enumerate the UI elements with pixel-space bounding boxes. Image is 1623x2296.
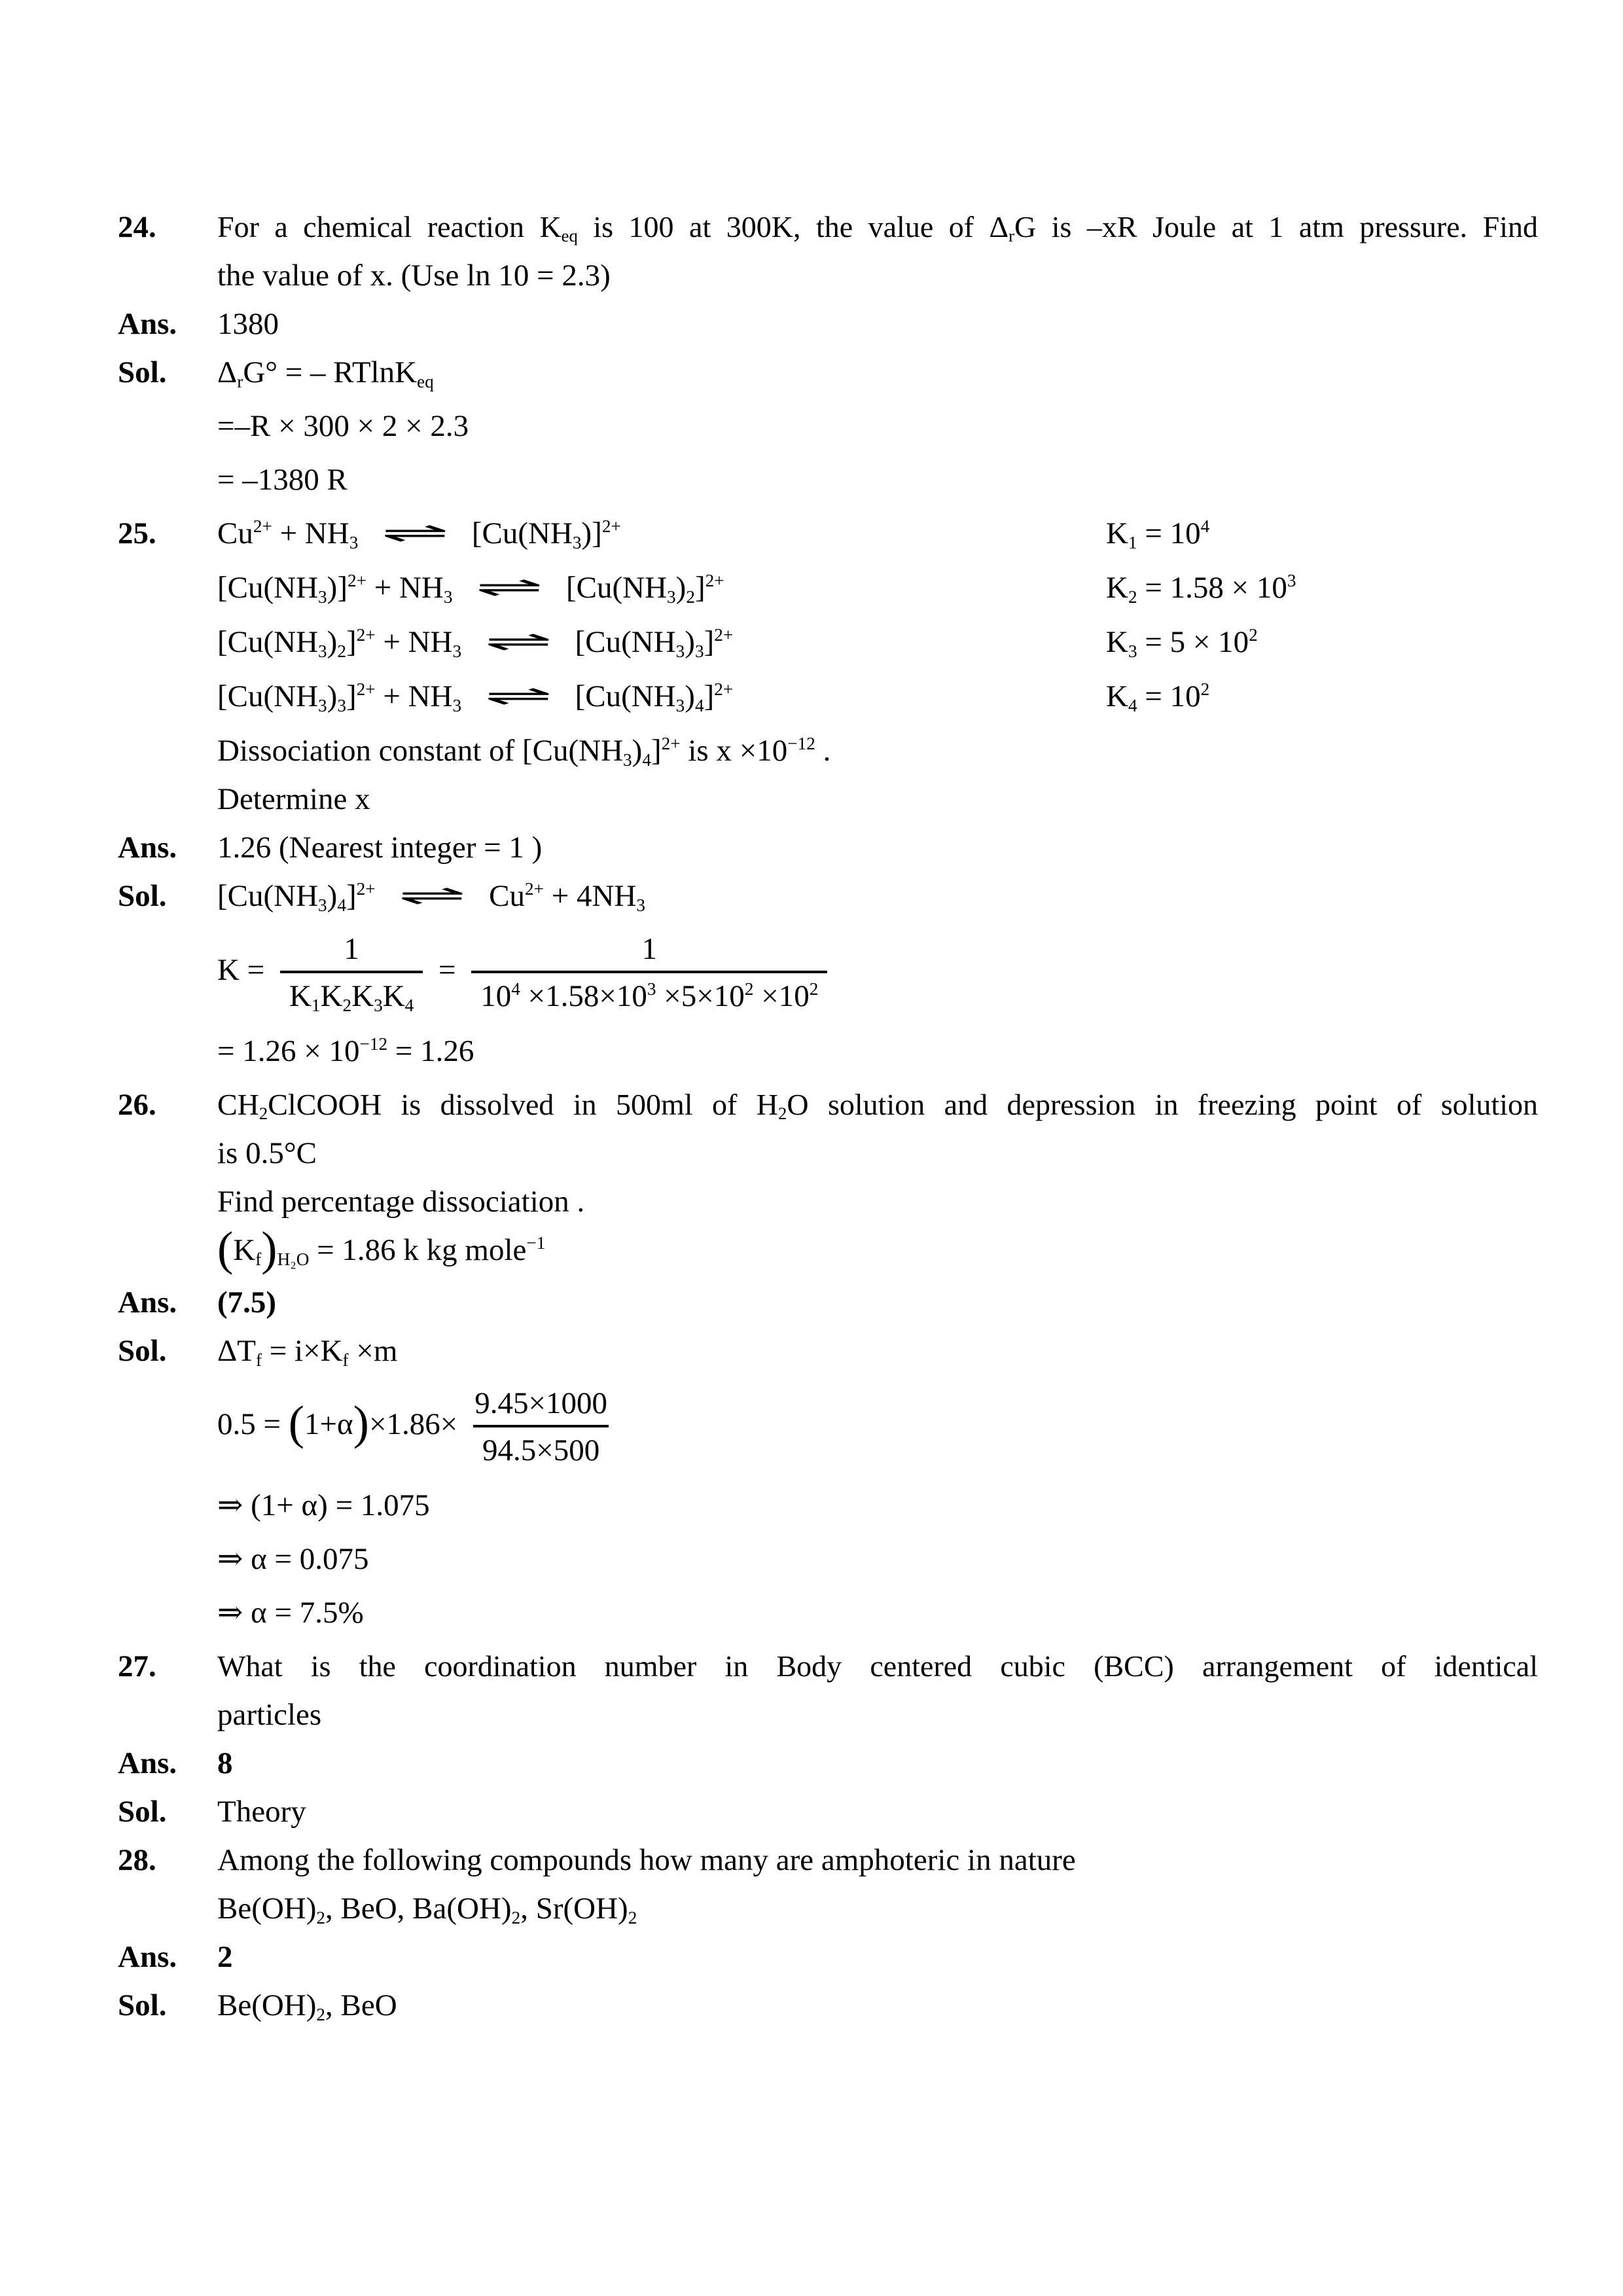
question-27-row [118,1647,1538,1744]
text-run: is x ×10 [680,734,788,768]
text-run: = [431,952,464,987]
text-run: K [1106,679,1128,713]
subscript: 3 [667,586,676,607]
text-run: , BeO [325,1988,397,2022]
equilibrium-arrow-icon [460,569,558,607]
text-run: Among the following compounds how many are amphoteric in nature [217,1843,1076,1877]
answer-25-content [217,829,1538,877]
subscript: 4 [1128,695,1137,715]
superscript: 2+ [601,516,621,537]
text-run: [Cu(NH [464,516,573,550]
equilibrium-arrow-glyph: ⇌ [475,571,544,603]
text-run: + NH [366,571,444,605]
text-run: K [289,979,312,1013]
text-run: ×10 [753,979,810,1013]
superscript: 2 [1249,625,1258,645]
question-25-row [118,514,1538,829]
text-run [376,879,383,913]
solution-25-row [118,877,1538,1086]
equilibrium-arrow-glyph: ⇌ [484,626,552,657]
text-run: ) [632,734,643,768]
text-run: Find percentage dissociation . [217,1185,585,1219]
subscript: 3 [452,641,462,661]
solution-28-row [118,1986,1538,2035]
text-run: = i×K [262,1334,343,1368]
solution-25-result [217,1032,1538,1070]
text-run: O solution and depression in freezing point of solution [787,1088,1538,1121]
subscript: 3 [675,695,685,715]
text-run: . [815,734,831,768]
text-run: ⇒ (1+ α) = 1.075 [217,1488,430,1522]
big-paren: ) [261,1222,277,1276]
question-28-row [118,1841,1538,1938]
text-run: Theory [217,1795,306,1829]
question-26-text-line-1 [217,1086,1538,1124]
answer-26-label: Ans. [118,1285,177,1319]
text-run: K [1106,516,1128,550]
text-run: ) [327,679,338,713]
subscript: 2 [1128,586,1137,607]
superscript: −12 [359,1034,388,1054]
subscript: 3 [349,532,359,552]
text-run: + NH [375,625,453,659]
text-run: = 5 × 10 [1137,625,1249,659]
superscript: 2 [809,979,819,999]
solution-28-text [217,1986,1538,2024]
text-run: ) [327,625,338,659]
superscript: 2+ [661,734,681,754]
solution-26-equation-1 [217,1332,1538,1370]
solution-27-text [217,1793,1538,1831]
subscript: 2 [342,995,352,1015]
text-run: 9.45×1000 [474,1386,607,1420]
solution-25-fraction-equation [217,931,1538,1014]
text-run: ) [685,679,695,713]
subscript: 1 [311,995,321,1015]
solution-27-content [217,1793,1538,1841]
superscript: −12 [787,734,815,754]
text-run: What is the coordination number in Body centered cubic (BCC) arrangement of identical [217,1649,1538,1683]
solution-26-step-2 [217,1540,1538,1578]
text-run: ) [675,571,687,605]
answer-25-row [118,829,1538,877]
superscript: 2+ [705,571,724,591]
question-24-content [217,208,1538,305]
solution-27-label: Sol. [118,1795,167,1829]
subscript: 3 [337,695,346,715]
text-run: the value of x. (Use ln 10 = 2.3) [217,259,611,293]
subscript: 3 [374,995,383,1015]
fraction-numerator [465,1386,616,1425]
equilibrium-constant-k3 [1106,623,1258,661]
superscript: 2+ [356,625,376,645]
big-paren: ( [217,1222,234,1276]
superscript: 3 [1287,571,1296,591]
text-run: Cu [217,516,253,550]
subscript: 2 [628,1907,637,1928]
text-run: is 100 at 300K, the value of Δ [577,210,1009,243]
solution-25-content [217,877,1538,1086]
fraction-numerator [334,931,368,971]
text-run: K [320,979,343,1013]
question-25-equation-3 [217,623,1538,662]
answer-24-row [118,305,1538,353]
equilibrium-arrow-glyph: ⇌ [398,880,467,911]
subscript: 3 [1128,641,1137,661]
question-27-number: 27. [118,1649,156,1683]
question-27-text-line-2 [217,1696,1538,1734]
solution-26-content [217,1332,1538,1647]
answer-26-row [118,1283,1538,1332]
text-run: )] [581,516,602,550]
text-run: 0.5 = [217,1407,289,1441]
text-run: particles [217,1698,322,1732]
superscript: 2+ [356,879,376,899]
text-run: ] [346,625,357,659]
question-28-text-line-2 [217,1890,1538,1928]
text-run: ×1.86× [368,1407,458,1441]
question-27-text-line-1 [217,1647,1538,1685]
text-run: ×1.58×10 [520,979,647,1013]
solution-24-row [118,353,1538,514]
text-run: ] [704,625,715,659]
superscript: 2+ [714,625,734,645]
equation-left-side [217,516,621,550]
superscript: 2+ [253,516,272,537]
subscript: f [255,1249,262,1269]
equilibrium-arrow-icon [469,677,567,716]
text-run: K [1106,571,1128,605]
subscript: r [237,371,243,391]
equilibrium-constant-k4 [1106,677,1209,715]
solution-28-label: Sol. [118,1988,167,2022]
subscript: 2 [511,1907,521,1928]
solution-24-equation-1 [217,353,1538,391]
question-24-row [118,208,1538,305]
text-run: [Cu(NH [217,625,319,659]
subscript: 4 [694,695,704,715]
text-run: CH [217,1088,259,1121]
subscript: 3 [452,695,462,715]
text-run: 2 [217,1940,233,1974]
text-run: = 1.26 [387,1034,474,1068]
text-run: [Cu(NH [567,679,676,713]
superscript: 2 [1200,679,1210,700]
text-run: + 4NH [543,879,637,913]
answer-28-content [217,1938,1538,1986]
answer-28-row [118,1938,1538,1986]
subscript: 2 [337,641,346,661]
text-run: 10 [480,979,512,1013]
big-paren: ) [353,1396,369,1450]
fraction-denominator [471,971,827,1014]
text-run: K [1106,625,1128,659]
solution-26-fraction-equation [217,1386,1538,1468]
subscript: 3 [636,895,645,915]
text-run: Be(OH) [217,1892,317,1926]
fraction-denominator [473,1425,609,1468]
subscript: eq [417,371,434,391]
text-run: 94.5×500 [482,1433,600,1467]
solution-25-label: Sol. [118,879,167,913]
text-run: =–R × 300 × 2 × 2.3 [217,409,469,443]
text-run: [Cu(NH [558,571,668,605]
subscript: 4 [337,895,346,915]
text-run: , Sr(OH) [520,1892,628,1926]
text-run: G is –xR Joule at 1 atm pressure. Find [1014,210,1538,243]
subscript: 2 [686,586,695,607]
equilibrium-arrow-glyph: ⇌ [381,517,450,548]
question-26-text-line-2 [217,1134,1538,1172]
text-run: ΔT [217,1334,256,1368]
answer-24-value [217,305,1538,343]
text-run: G° = – RTlnK [243,355,418,389]
text-run: Be(OH) [217,1988,317,2022]
text-run: Dissociation constant of [Cu(NH [217,734,624,768]
solution-26-row [118,1332,1538,1647]
subscript: f [255,1350,262,1370]
text-run: ] [704,679,715,713]
text-run: 1.26 (Nearest integer = 1 ) [217,831,543,865]
fraction [465,1386,616,1468]
question-27-content [217,1647,1538,1744]
solution-26-step-3 [217,1594,1538,1632]
superscript: 4 [1200,516,1210,537]
text-run: ⇒ α = 0.075 [217,1542,369,1576]
superscript: 4 [511,979,520,999]
question-25-text-line-2 [217,780,1538,818]
text-run: ) [685,625,695,659]
text-run: [Cu(NH [217,571,319,605]
text-run: ⇒ α = 7.5% [217,1596,364,1630]
question-28-text-line-1 [217,1841,1538,1879]
text-run: ClCOOH is dissolved in 500ml of H [268,1088,778,1121]
question-28-content [217,1841,1538,1938]
subscript: f [342,1350,349,1370]
answer-27-content [217,1744,1538,1793]
fraction [471,931,827,1014]
text-run: ] [694,571,705,605]
answer-24-label: Ans. [118,307,177,341]
subscript: 3 [318,895,327,915]
solution-28-content [217,1986,1538,2035]
question-26-content [217,1086,1538,1283]
answer-24-content [217,305,1538,353]
answer-25-label: Ans. [118,831,177,865]
superscript: 2+ [714,679,734,700]
fraction [280,931,423,1014]
question-24-number: 24. [118,210,156,244]
text-run [461,679,469,713]
superscript: 2+ [524,879,544,899]
text-run: = 1.86 k kg mole [309,1233,527,1267]
subscript: 3 [623,749,632,770]
question-25-content [217,514,1538,829]
subscript: 3 [443,586,453,607]
text-run [358,516,366,550]
solution-24-equation-3 [217,461,1538,499]
subscript: eq [561,226,578,246]
text-run: , BeO, Ba(OH) [325,1892,512,1926]
subscript: 3 [572,532,582,552]
subscript: 2 [259,1103,268,1124]
subscript: H₂O [277,1249,310,1269]
solution-25-equation-1 [217,877,1538,916]
text-run: = 1.58 × 10 [1137,571,1287,605]
text-run: = 10 [1137,679,1201,713]
answer-25-value [217,829,1538,867]
superscript: 2+ [347,571,366,591]
equilibrium-arrow-icon [469,623,567,662]
equation-left-side [217,571,724,605]
solution-24-equation-2 [217,407,1538,445]
subscript: 3 [318,586,327,607]
text-run: K = [217,952,272,987]
question-25-equation-1 [217,514,1538,553]
fraction-denominator [280,971,423,1014]
text-run: Determine x [217,782,370,816]
solution-27-row [118,1793,1538,1841]
question-26-row [118,1086,1538,1283]
text-run: Cu [481,879,525,913]
text-run: ] [651,734,662,768]
text-run: K [233,1233,256,1267]
text-run: Δ [217,355,238,389]
text-run: is 0.5°C [217,1136,317,1170]
text-run: 1380 [217,307,279,341]
question-26-text-line-3 [217,1183,1538,1221]
text-run: = 1.26 × 10 [217,1034,360,1068]
subscript: 2 [316,2004,326,2024]
equilibrium-arrow-icon [383,877,481,916]
answer-27-row [118,1744,1538,1793]
subscript: 2 [778,1103,787,1124]
subscript: 3 [318,695,327,715]
text-run: )] [327,571,348,605]
subscript: 4 [404,995,414,1015]
subscript: 3 [694,641,704,661]
equilibrium-arrow-glyph: ⇌ [484,680,552,711]
fraction-numerator [633,931,667,971]
answer-28-label: Ans. [118,1940,177,1974]
text-run: For a chemical reaction K [217,210,562,243]
subscript: 3 [675,641,685,661]
text-run: K [351,979,374,1013]
answer-28-value [217,1938,1538,1976]
solution-24-content [217,353,1538,514]
text-run: 1+α [304,1407,353,1441]
text-run: [Cu(NH [217,679,319,713]
equation-left-side [217,625,733,659]
text-run: = 10 [1137,516,1201,550]
question-25-text-line-1 [217,732,1538,770]
text-run: ×m [348,1334,398,1368]
text-run: 1 [344,932,359,966]
text-run: + NH [375,679,453,713]
subscript: 4 [642,749,651,770]
text-run: K [382,979,405,1013]
question-26-number: 26. [118,1088,156,1122]
equilibrium-constant-k2 [1106,569,1296,607]
answer-27-value [217,1744,1538,1782]
text-run: ] [346,879,357,913]
text-run: ] [346,679,357,713]
text-run: ) [327,879,338,913]
text-run: ×5×10 [656,979,745,1013]
equation-left-side [217,679,733,713]
text-run: (7.5) [217,1285,277,1319]
text-run [453,571,461,605]
equilibrium-arrow-icon [366,514,464,553]
superscript: −1 [526,1233,546,1253]
question-25-equation-2 [217,569,1538,607]
answer-26-content [217,1283,1538,1332]
subscript: 1 [1128,532,1137,552]
question-25-equation-4 [217,677,1538,716]
question-25-number: 25. [118,516,156,550]
text-run: [Cu(NH [217,879,319,913]
question-24-text-line-2 [217,257,1538,295]
solution-26-label: Sol. [118,1334,167,1368]
question-26-kf-value [217,1222,1538,1276]
equilibrium-constant-k1 [1106,514,1209,552]
text-run [461,625,469,659]
big-paren: ( [288,1396,305,1450]
text-run: 1 [641,932,658,966]
text-run: = –1380 R [217,463,348,497]
answer-27-label: Ans. [118,1746,177,1780]
superscript: 2+ [356,679,376,700]
solution-26-step-1 [217,1486,1538,1524]
subscript: r [1008,226,1015,246]
subscript: 2 [316,1907,326,1928]
text-run: [Cu(NH [567,625,676,659]
text-run: 8 [217,1746,233,1780]
solution-24-label: Sol. [118,355,167,389]
text-run: + NH [272,516,349,550]
superscript: 3 [647,979,656,999]
question-28-number: 28. [118,1843,156,1877]
superscript: 2 [744,979,754,999]
question-24-text-line-1 [217,208,1538,246]
answer-26-value [217,1283,1538,1321]
subscript: 3 [318,641,327,661]
